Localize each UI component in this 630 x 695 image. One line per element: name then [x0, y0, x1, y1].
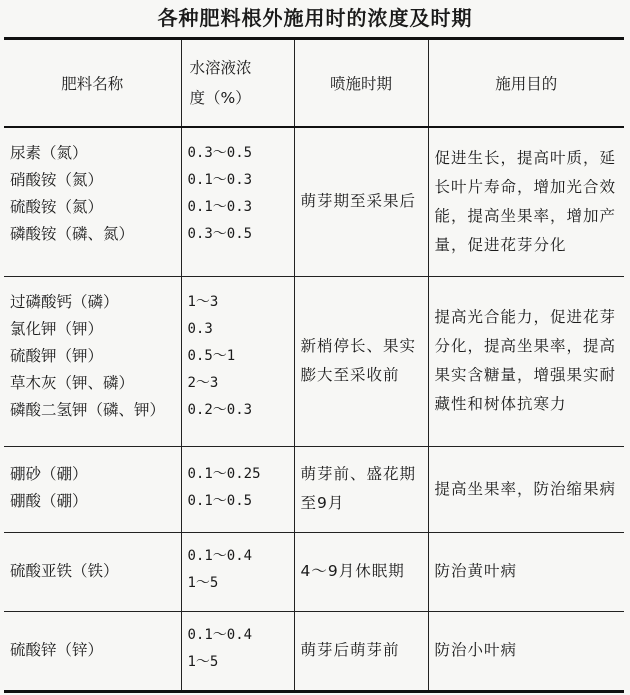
concentration-value: 2～3	[187, 374, 219, 391]
concentration-value: 1～3	[187, 293, 219, 310]
header-name: 肥料名称	[4, 39, 181, 128]
cell-time: 萌芽期至采果后	[294, 127, 428, 276]
cell-names	[4, 446, 181, 532]
header-purpose: 施用目的	[428, 39, 624, 128]
table-row-phosphorus-potassium	[4, 276, 624, 446]
table-row-zinc	[4, 611, 624, 691]
concentration-value: 0.1～0.3	[187, 199, 253, 215]
table-row-boron	[4, 446, 624, 532]
cell-purpose: 提高坐果率，防治缩果病	[428, 446, 624, 532]
fertilizer-name: 草木灰（钾、磷）	[10, 373, 135, 392]
header-conc-line2: 度（%）	[189, 89, 251, 107]
concentration-value: 0.1～0.3	[187, 172, 253, 188]
concentration-value: 0.1～0.5	[187, 492, 253, 509]
concentration-value: 0.2～0.3	[187, 401, 253, 418]
concentration-value: 0.1～0.25	[187, 465, 261, 482]
fertilizer-name: 硫酸铵（氮）	[10, 198, 104, 216]
concentration-value: 0.3	[187, 320, 213, 337]
fertilizer-name: 硫酸锌（锌）	[10, 641, 104, 659]
fertilizer-name: 过磷酸钙（磷）	[10, 292, 119, 311]
cell-names	[4, 276, 181, 446]
cell-concs	[181, 446, 294, 532]
concentration-value: 1～5	[187, 574, 219, 591]
cell-time: 萌芽前、盛花期至9月	[294, 446, 428, 532]
fertilizer-name: 硫酸钾（钾）	[10, 346, 104, 365]
cell-names	[4, 532, 181, 611]
concentration-value: 0.1～0.4	[187, 547, 253, 564]
cell-purpose: 防治黄叶病	[428, 532, 624, 611]
cell-time: 萌芽后萌芽前	[294, 611, 428, 691]
concentration-value: 1～5	[187, 653, 219, 670]
cell-concs	[181, 276, 294, 446]
cell-purpose: 提高光合能力，促进花芽分化，提高坐果率，提高果实含糖量，增强果实耐藏性和树体抗寒力	[428, 276, 624, 446]
concentration-value: 0.3～0.5	[187, 226, 253, 242]
header-row	[4, 39, 624, 128]
concentration-value: 0.3～0.5	[187, 145, 253, 161]
fertilizer-name: 硝酸铵（氮）	[10, 171, 104, 189]
table-title: 各种肥料根外施用时的浓度及时期	[157, 6, 473, 30]
header-conc-line1: 水溶液浓	[189, 59, 252, 77]
fertilizer-name: 硫酸亚铁（铁）	[10, 562, 119, 580]
cell-concs	[181, 611, 294, 691]
cell-names	[4, 611, 181, 691]
fertilizer-name: 磷酸铵（磷、氮）	[10, 225, 135, 243]
cell-time: 4～9月休眠期	[294, 532, 428, 611]
header-concentration	[181, 39, 294, 128]
fertilizer-name: 硼砂（硼）	[10, 464, 88, 483]
concentration-value: 0.5～1	[187, 347, 236, 364]
concentration-value: 0.1～0.4	[187, 626, 253, 643]
fertilizer-name: 磷酸二氢钾（磷、钾）	[10, 400, 166, 419]
cell-time: 新梢停长、果实膨大至采收前	[294, 276, 428, 446]
fertilizer-name: 氯化钾（钾）	[10, 319, 104, 338]
cell-names	[4, 127, 181, 276]
fertilizer-table	[4, 37, 624, 693]
fertilizer-name: 尿素（氮）	[10, 144, 88, 162]
cell-purpose: 促进生长，提高叶质，延长叶片寿命，增加光合效能，提高坐果率，增加产量，促进花芽分化	[428, 127, 624, 276]
table-row-iron	[4, 532, 624, 611]
cell-concs	[181, 532, 294, 611]
table-row-nitrogen	[4, 127, 624, 276]
cell-concs	[181, 127, 294, 276]
fertilizer-name: 硼酸（硼）	[10, 491, 88, 510]
header-time: 喷施时期	[294, 39, 428, 128]
cell-purpose: 防治小叶病	[428, 611, 624, 691]
